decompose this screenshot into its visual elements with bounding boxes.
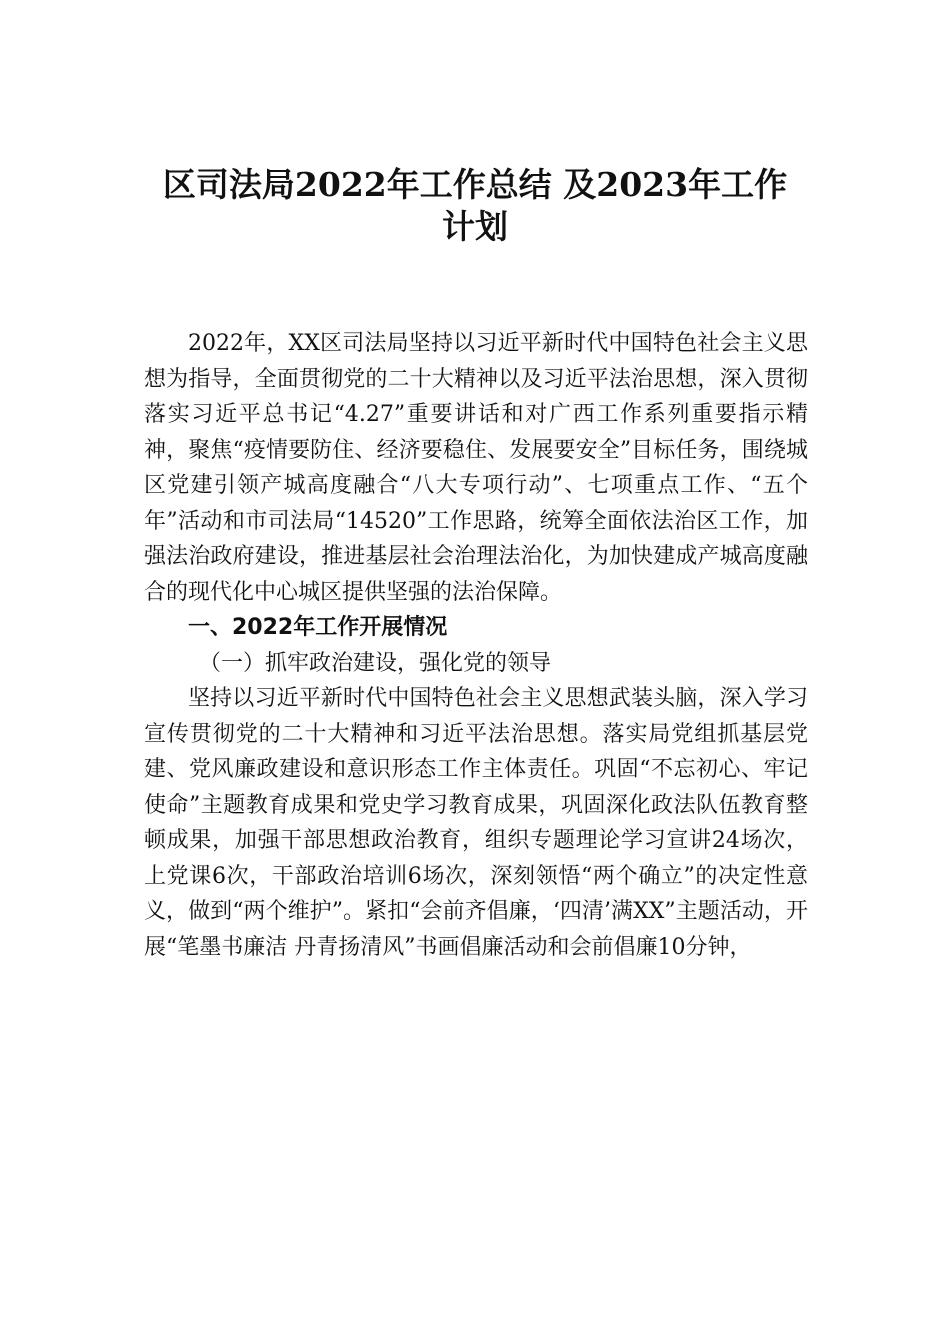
subsection-paragraph-1: 坚持以习近平新时代中国特色社会主义思想武装头脑，深入学习宣传贯彻党的二十大精神和习近平法治思想。落实局党组抓基层党建、党风廉政建设和意识形态工作主体责任。巩固“不忘初心、牢记使命”主题教育成果和党史学习教育成果，巩固深化政法队伍教育整顿成果，加强干部思想政治教育，组织专题理论学习宣讲24场次，上党课6次，干部政治培训6场次，深刻领悟“两个确立”的决定性意义，做到“两个维护”。紧扣“会前齐倡廉，‘四清’满XX”主题活动，开展“笔墨书廉洁 丹青扬清风”书画倡廉活动和会前倡廉10分钟， xyxy=(144,686,808,960)
document-title-line2: 计划 xyxy=(442,207,508,246)
intro-paragraph: 2022年，XX区司法局坚持以习近平新时代中国特色社会主义思想为指导，全面贯彻党的二十大精神以及习近平法治思想，深入贯彻落实习近平总书记“4.27”重要讲话和对广西工作系列重要指示精神，聚焦“疫情要防住、经济要稳住、发展要安全”目标任务，围绕城区党建引领产城高度融合“八大专项行动”、七项重点工作、“五个年”活动和市司法局“14520”工作思路，统筹全面依法治区工作，加强法治政府建设，推进基层社会治理法治化，为加快建成产城高度融合的现代化中心城区提供坚强的法治保障。 xyxy=(144,331,808,605)
subsection-heading-1: （一）抓牢政治建设，强化党的领导 xyxy=(199,650,552,676)
document-title-line1: 区司法局2022年工作总结 及2023年工作 xyxy=(162,165,788,204)
document-body xyxy=(144,326,808,965)
section-heading-1: 一、2022年工作开展情况 xyxy=(188,615,448,640)
